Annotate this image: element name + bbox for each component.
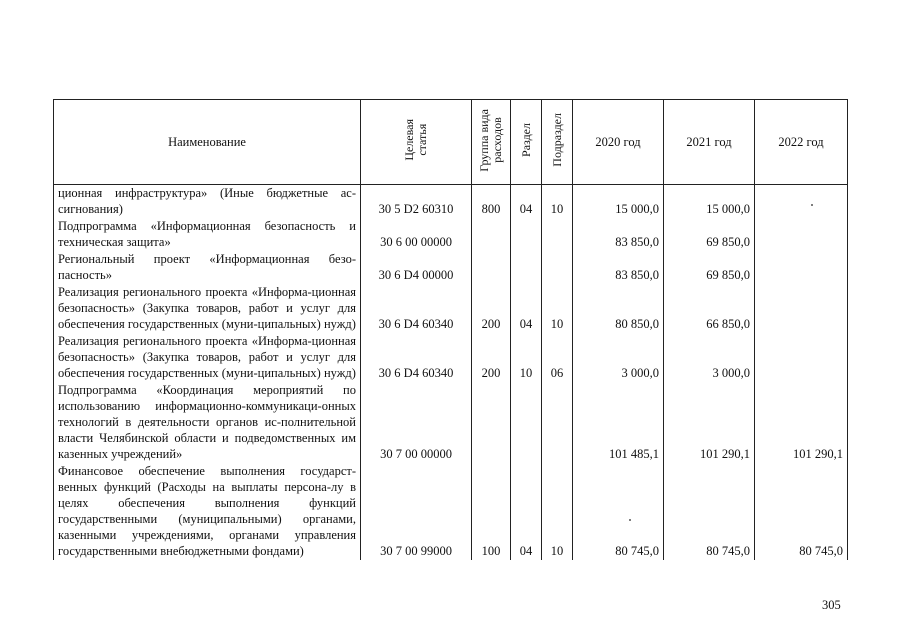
- scan-speck: [811, 204, 813, 206]
- row-2021: 101 290,1: [664, 382, 755, 463]
- header-name: Наименование: [54, 100, 361, 185]
- row-group: 100: [472, 463, 511, 560]
- row-group: 200: [472, 333, 511, 382]
- row-2021: 3 000,0: [664, 333, 755, 382]
- header-year-2022: 2022 год: [755, 100, 848, 185]
- row-2020: 80 850,0: [573, 284, 664, 333]
- row-code: 30 6 D4 00000: [361, 251, 472, 284]
- row-section: 10: [511, 333, 542, 382]
- table-row: [54, 185, 848, 219]
- header-target-article: Целевая статья: [361, 100, 472, 185]
- row-2022: [755, 251, 848, 284]
- row-section: 04: [511, 185, 542, 219]
- row-subsection: [542, 218, 573, 251]
- row-2020: 83 850,0: [573, 218, 664, 251]
- row-2021: 69 850,0: [664, 218, 755, 251]
- row-group: [472, 382, 511, 463]
- table-row: [54, 333, 848, 382]
- row-2021: 15 000,0: [664, 185, 755, 219]
- row-name: Подпрограмма «Координация мероприятий по использованию информационно-коммуникаци-онных технологий в деятельности органов ис-полнительной власти Челябинской области и подведомственных им казенных учреждений»: [54, 382, 361, 463]
- scan-speck: [629, 519, 631, 521]
- row-group: 200: [472, 284, 511, 333]
- table-row: [54, 284, 848, 333]
- header-year-2021: 2021 год: [664, 100, 755, 185]
- budget-table: [53, 99, 848, 560]
- header-expense-group: Группа вида расходов: [472, 100, 511, 185]
- row-group: [472, 218, 511, 251]
- row-section: [511, 251, 542, 284]
- page-number: 305: [822, 598, 841, 612]
- row-name: Подпрограмма «Информационная безопасность и техническая защита»: [54, 218, 361, 251]
- row-name: ционная инфраструктура» (Иные бюджетные ас-сигнования): [54, 185, 361, 219]
- row-name: Реализация регионального проекта «Информа-ционная безопасность» (Закупка товаров, работ и услуг для обеспечения государственных (муни-ципальных) нужд): [54, 284, 361, 333]
- row-2020: 101 485,1: [573, 382, 664, 463]
- row-name: Региональный проект «Информационная безо-пасность»: [54, 251, 361, 284]
- row-2021: 80 745,0: [664, 463, 755, 560]
- row-2022: 80 745,0: [755, 463, 848, 560]
- row-subsection: [542, 251, 573, 284]
- table-row: [54, 382, 848, 463]
- header-subsection: Подраздел: [542, 100, 573, 185]
- row-2020: 80 745,0: [573, 463, 664, 560]
- row-2022: [755, 333, 848, 382]
- row-2022: [755, 185, 848, 219]
- row-subsection: 10: [542, 185, 573, 219]
- row-group: [472, 251, 511, 284]
- row-code: 30 7 00 00000: [361, 382, 472, 463]
- row-code: 30 6 00 00000: [361, 218, 472, 251]
- row-2021: 66 850,0: [664, 284, 755, 333]
- row-name: Реализация регионального проекта «Информа-ционная безопасность» (Закупка товаров, работ и услуг для обеспечения государственных (муни-ципальных) нужд): [54, 333, 361, 382]
- row-2020: 3 000,0: [573, 333, 664, 382]
- row-code: 30 7 00 99000: [361, 463, 472, 560]
- row-name: Финансовое обеспечение выполнения государст-венных функций (Расходы на выплаты персона-лу в целях обеспечения выполнения функций государственными (муниципальными) органами, казенными учреждениями, органами управления государственными внебюджетными фондами): [54, 463, 361, 560]
- header-year-2020: 2020 год: [573, 100, 664, 185]
- table-header-row: [54, 100, 848, 185]
- row-section: 04: [511, 284, 542, 333]
- row-subsection: 06: [542, 333, 573, 382]
- header-section: Раздел: [511, 100, 542, 185]
- row-section: [511, 382, 542, 463]
- row-2021: 69 850,0: [664, 251, 755, 284]
- row-code: 30 6 D4 60340: [361, 284, 472, 333]
- row-section: [511, 218, 542, 251]
- row-code: 30 6 D4 60340: [361, 333, 472, 382]
- row-section: 04: [511, 463, 542, 560]
- row-code: 30 5 D2 60310: [361, 185, 472, 219]
- row-2020: 83 850,0: [573, 251, 664, 284]
- row-2022: [755, 218, 848, 251]
- table-row: [54, 218, 848, 251]
- row-2022: 101 290,1: [755, 382, 848, 463]
- row-subsection: 10: [542, 284, 573, 333]
- row-2020: 15 000,0: [573, 185, 664, 219]
- row-2022: [755, 284, 848, 333]
- table-row: [54, 251, 848, 284]
- row-subsection: [542, 382, 573, 463]
- row-subsection: 10: [542, 463, 573, 560]
- row-group: 800: [472, 185, 511, 219]
- table-row: [54, 463, 848, 560]
